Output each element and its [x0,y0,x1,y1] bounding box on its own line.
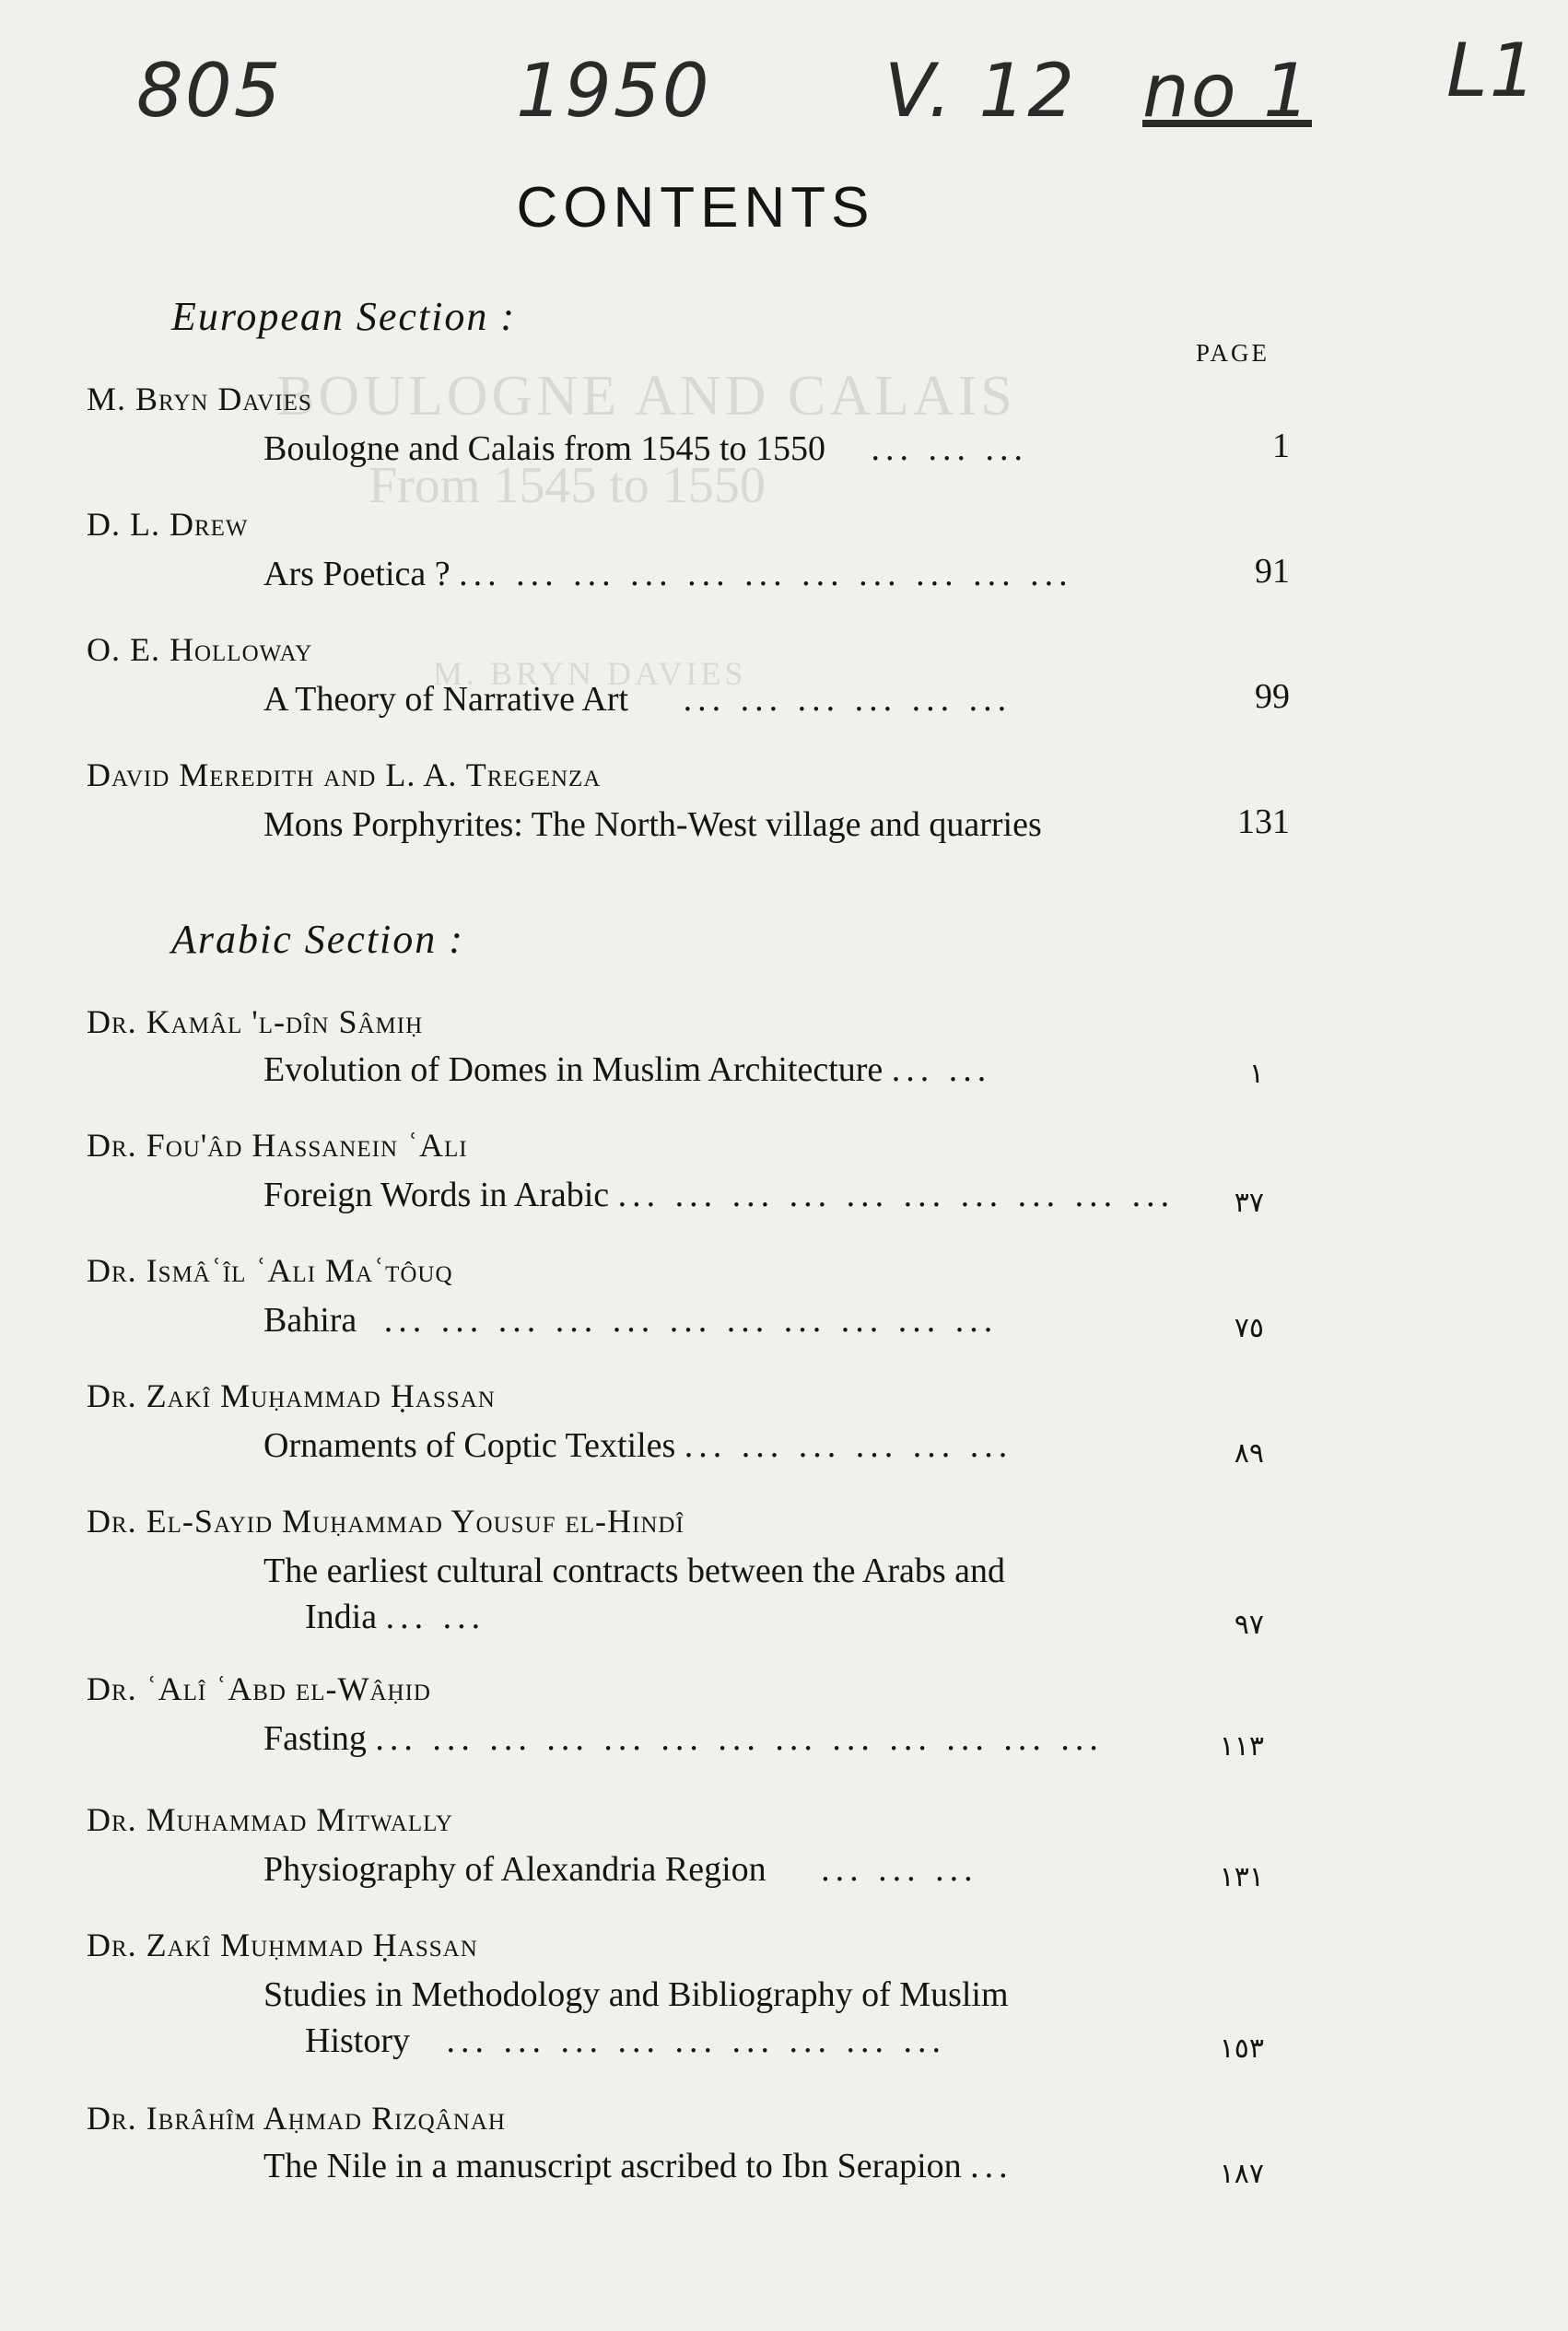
entry-title [263,802,1194,848]
page-column-header: PAGE [1196,339,1270,367]
entry-title-text: Boulogne and Calais from 1545 to 1550 [263,429,826,468]
leader-dots: ... ... ... ... ... ... ... ... ... ... ... [459,555,1073,593]
entry-title [263,1716,1194,1762]
entry-page-number: ٧٥ [1234,1312,1264,1344]
entry-page-number: ١٨٧ [1219,2158,1264,2190]
european-section-heading: European Section : [171,294,517,339]
entry-page-number: 91 [1255,552,1290,591]
entry-author: Dr. Zakî Muḥmmad Ḥassan [87,1927,478,1963]
entry-title [263,1172,1194,1218]
entry-page-number: 99 [1255,677,1290,716]
entry-title-text: Mons Porphyrites: The North-West village and quarries [263,805,1042,844]
entry-author: M. Bryn Davies [87,381,312,417]
entry-title-text: The Nile in a manuscript ascribed to Ibn Serapion [263,2147,962,2185]
leader-dots: ... ... [891,1050,992,1089]
entry-page-number: ١١٣ [1219,1730,1264,1763]
entry-title [263,1047,1194,1093]
entry-title-text: Ornaments of Coptic Textiles [263,1426,676,1465]
entry-title [263,426,1194,472]
entry-author: Dr. ʿAlî ʿAbd el-Wâḥid [87,1670,431,1707]
handwritten-year: 1950 [516,48,711,134]
entry-page-number: ٣٧ [1234,1187,1264,1219]
entry-page-number: ٨٩ [1234,1437,1264,1470]
entry-title [263,1548,1194,1640]
entry-title [263,1972,1194,2064]
entry-title-text: The earliest cultural contracts between the Arabs and [263,1552,1006,1590]
handwritten-number: no 1 [1142,48,1312,134]
leader-dots: ... ... ... ... ... ... [683,680,1012,719]
entry-title [263,551,1194,597]
entry-title-text: Foreign Words in Arabic [263,1176,610,1214]
leader-dots: ... ... ... ... ... ... ... ... ... ... ... [383,1301,999,1340]
leader-dots: ... ... ... [821,1850,978,1889]
handwritten-volume: V. 12 [884,48,1077,134]
entry-title-text: Physiography of Alexandria Region [263,1850,766,1889]
entry-title-text: Evolution of Domes in Muslim Architecture [263,1050,883,1089]
entry-author: Dr. Muhammad Mitwally [87,1801,453,1838]
entry-author: Dr. Ismâʿîl ʿAli Maʿtôuq [87,1252,453,1289]
handwritten-call-number: 805 [136,48,283,134]
entry-title-text: Bahira [263,1301,357,1340]
entry-author: O. E. Holloway [87,631,313,668]
entry-author: Dr. Zakî Muḥammad Ḥassan [87,1377,496,1414]
leader-dots: ... ... ... ... ... ... ... ... ... ... [617,1176,1176,1214]
entry-title-continuation: History [305,2021,410,2060]
handwritten-corner-mark: L1 [1446,28,1539,113]
entry-page-number: ١٥٣ [1219,2032,1264,2065]
entry-author: Dr. Fou'âd Hassanein ʿAli [87,1127,468,1164]
entry-title [263,1846,1194,1892]
leader-dots: ... ... ... ... ... ... ... ... ... [446,2021,946,2060]
entry-title [263,676,1194,722]
page-title: CONTENTS [516,176,875,240]
entry-page-number: 1 [1272,427,1290,465]
leader-dots: ... ... ... [871,429,1029,468]
entry-author: Dr. Ibrâhîm Aḥmad Rizqânah [87,2100,506,2137]
entry-title-text: Studies in Methodology and Bibliography of Muslim [263,1975,1009,2014]
entry-title-text: Ars Poetica ? [263,555,451,593]
entry-author: Dr. El-Sayid Muḥammad Yousuf el-Hindî [87,1503,685,1540]
leader-dots: ... ... [385,1598,486,1636]
entry-title-text: A Theory of Narrative Art [263,680,629,719]
entry-title-continuation: India [305,1598,378,1636]
entry-author: D. L. Drew [87,506,249,543]
entry-title [263,1297,1194,1343]
entry-author: Dr. Kamâl 'l-dîn Sâmiḥ [87,1003,424,1040]
arabic-section-heading: Arabic Section : [171,917,464,962]
entry-page-number: ٩٧ [1234,1609,1264,1641]
leader-dots: ... ... ... ... ... ... [684,1426,1013,1465]
leader-dots: ... [970,2147,1013,2185]
leader-dots: ... ... ... ... ... ... ... ... ... ... ... ... ... [375,1719,1104,1758]
entry-page-number: 131 [1237,802,1290,841]
entry-page-number: ١ [1248,1058,1264,1090]
entry-title [263,2143,1194,2189]
entry-page-number: ١٣١ [1219,1861,1264,1893]
entry-title-text: Fasting [263,1719,367,1758]
entry-author: David Meredith and L. A. Tregenza [87,756,602,793]
entry-title [263,1423,1194,1469]
